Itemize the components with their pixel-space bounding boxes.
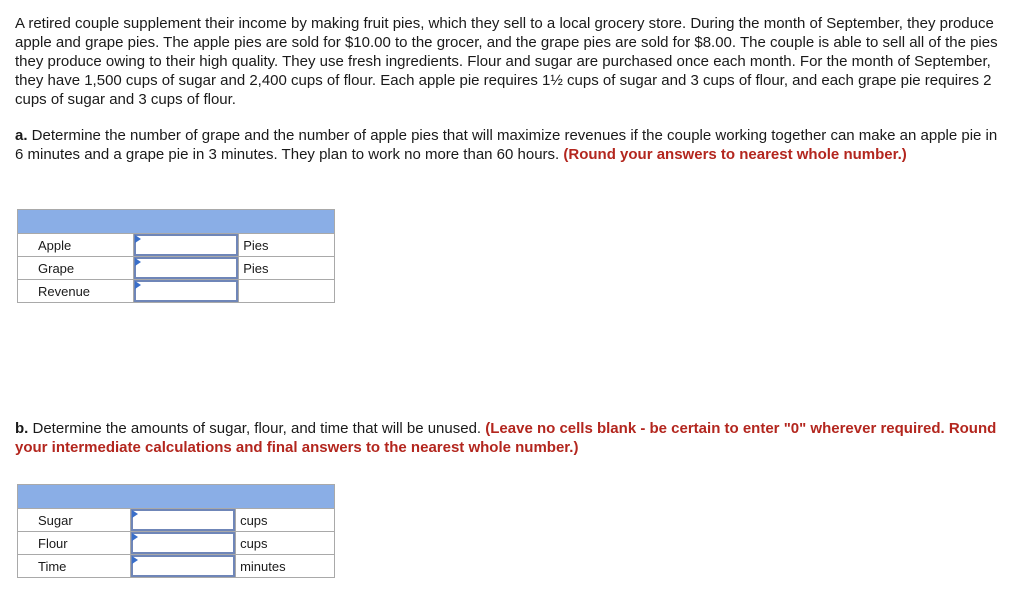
flour-unused-input[interactable]	[131, 532, 235, 554]
grape-cell	[134, 257, 239, 280]
time-unused-input[interactable]	[131, 555, 235, 577]
row-unit-time: minutes	[236, 555, 335, 578]
part-b-text: Determine the amounts of sugar, flour, and time that will be unused.	[28, 420, 486, 437]
input-marker-icon	[132, 556, 138, 564]
flour-cell	[131, 532, 236, 555]
part-a-question	[15, 126, 1009, 164]
revenue-cell	[134, 280, 239, 303]
row-label-apple: Apple	[18, 234, 134, 257]
row-unit-sugar: cups	[236, 509, 335, 532]
table-header-row	[18, 485, 335, 509]
input-marker-icon	[135, 258, 141, 266]
table-row	[18, 555, 335, 578]
row-unit-apple: Pies	[239, 234, 335, 257]
row-label-time: Time	[18, 555, 131, 578]
row-unit-grape: Pies	[239, 257, 335, 280]
problem-container	[15, 14, 1009, 164]
table-header-cell	[18, 485, 335, 509]
part-a-label: a.	[15, 127, 28, 144]
part-a-answer-table	[17, 209, 335, 303]
revenue-input[interactable]	[134, 280, 238, 302]
table-row	[18, 509, 335, 532]
part-b-label: b.	[15, 420, 29, 437]
part-a-text: Determine the number of grape and the number of apple pies that will maximize revenues if the couple working together can make an apple pie in 6 minutes and a grape pie in 3 minutes. They plan to work no more than 60 hours.	[15, 127, 998, 163]
part-b-question	[15, 419, 1009, 457]
row-unit-revenue	[239, 280, 335, 303]
grape-pies-input[interactable]	[134, 257, 238, 279]
part-a-instruction: (Round your answers to nearest whole number.)	[563, 146, 907, 163]
row-unit-flour: cups	[236, 532, 335, 555]
sugar-unused-input[interactable]	[131, 509, 235, 531]
table-row	[18, 257, 335, 280]
input-marker-icon	[135, 235, 141, 243]
sugar-cell	[131, 509, 236, 532]
input-marker-icon	[132, 533, 138, 541]
problem-intro: A retired couple supplement their income by making fruit pies, which they sell to a local grocery store. During the month of September, they produce apple and grape pies. The apple pies are sold for $10.00 to the grocer, and the grape pies are sold for $8.00. The couple is able to sell all of the pies they produce owing to their high quality. They use fresh ingredients. Flour and sugar are purchased once each month. For the month of September, they have 1,500 cups of sugar and 2,400 cups of flour. Each apple pie requires 1½ cups of sugar and 3 cups of flour, and each grape pie requires 2 cups of sugar and 3 cups of flour.	[15, 15, 998, 108]
table-row	[18, 532, 335, 555]
table-header-row	[18, 210, 335, 234]
row-label-grape: Grape	[18, 257, 134, 280]
input-marker-icon	[132, 510, 138, 518]
row-label-revenue: Revenue	[18, 280, 134, 303]
part-b-answer-table	[17, 484, 335, 578]
table-header-cell	[18, 210, 335, 234]
apple-cell	[134, 234, 239, 257]
input-marker-icon	[135, 281, 141, 289]
part-b-container	[15, 419, 1009, 457]
row-label-sugar: Sugar	[18, 509, 131, 532]
row-label-flour: Flour	[18, 532, 131, 555]
time-cell	[131, 555, 236, 578]
apple-pies-input[interactable]	[134, 234, 238, 256]
part-b-instruction: (Leave no cells blank - be certain to enter "0" wherever required. Round your intermediate calculations and final answers to the nearest whole number.)	[15, 420, 997, 456]
table-row	[18, 280, 335, 303]
table-row	[18, 234, 335, 257]
